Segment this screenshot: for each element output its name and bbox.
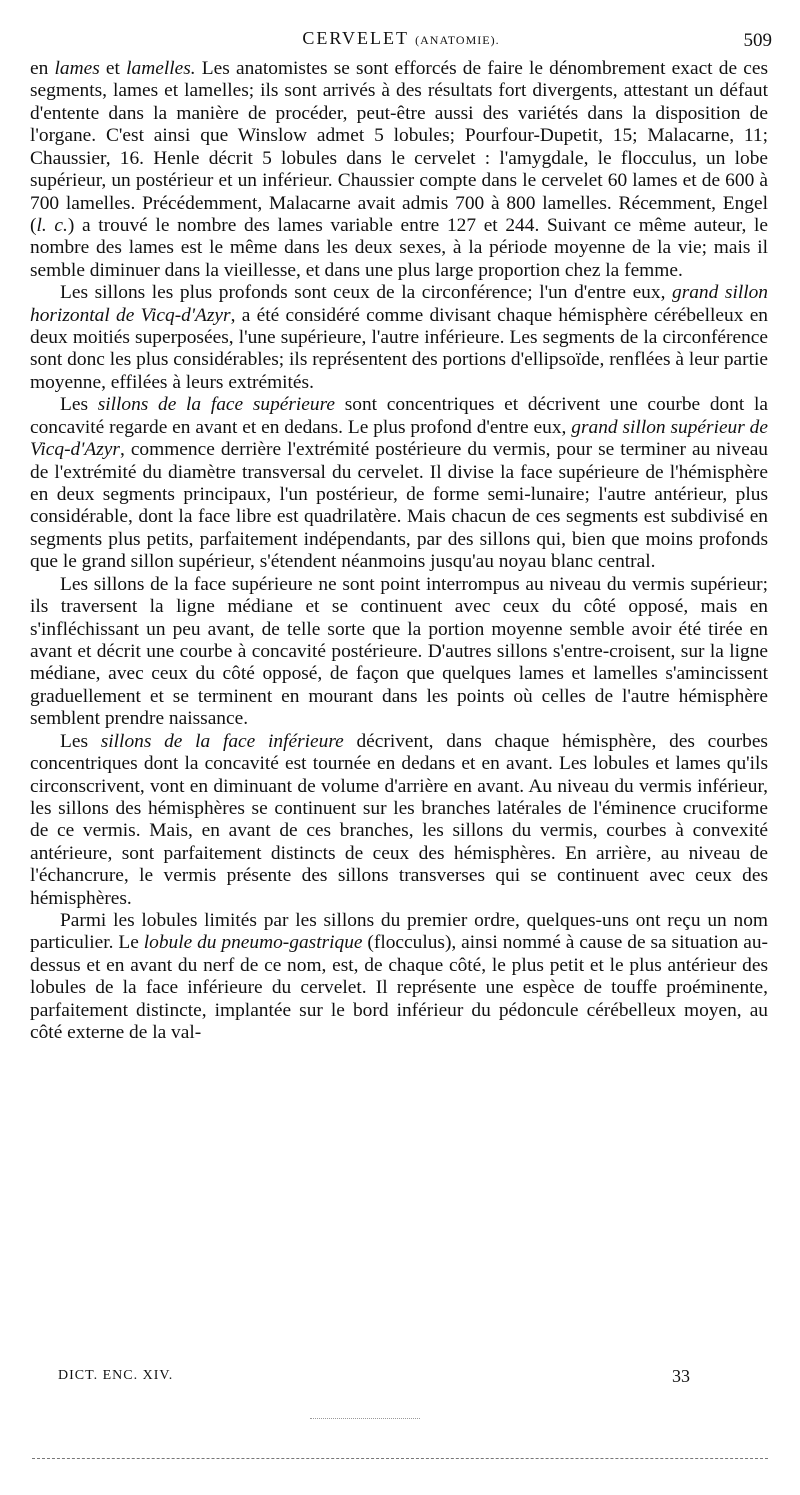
italic-text: lobule du pneumo-gastrique [143,932,363,954]
scan-artifact-dots [310,1418,420,1420]
text-run: Les [60,394,98,416]
paragraph [30,282,768,394]
italic-text: lamelles. [126,58,196,79]
paragraph [30,574,768,731]
italic-text: sillons de la face supérieure [97,394,336,416]
text-run: Parmi les lobules limités par les sillons du premier ordre, quelques-uns ont reçu un nom particulier. Le [30,910,768,954]
italic-text: grand sillon supérieur de Vicq-d'Azyr [30,416,768,461]
paragraph [30,910,768,1045]
text-run: en [30,58,55,79]
running-header [30,28,772,58]
text-run: , a été considéré comme divisant chaque hémisphère cérébelleux en deux moitiés superposées, l'une supérieure, l'autre inférieure. Les segments de la circonférence sont donc les plus considérables; ils représentent des portions d'ellipsoïde, renflées à leur partie moyenne, effilées à leurs extrémités. [30,304,768,393]
text-run: (flocculus), ainsi nommé à cause de sa situation au-dessus et en avant du nerf de ce nom, est, de chaque côté, le plus petit et le plus antérieur des lobules de la face inférieure du cervelet. Il représente une espèce de touffe proéminente, parfaitement distincte, implantée sur le bord inférieur du pédoncule cérébelleux moyen, au côté externe de la val- [30,932,768,1044]
italic-text: lames [54,58,100,79]
italic-text: l. c. [36,214,68,236]
text-run: Les sillons de la face supérieure ne sont point interrompus au niveau du vermis supérieur; ils traversent la ligne médiane et se continuent avec ceux du côté opposé, mais en s'infléchissant un peu avant, de telle sorte que la portion moyenne semble avoir été tirée en avant et décrit une courbe à concavité postérieure. D'autres sillons s'entre-croisent, sur la ligne médiane, avec ceux du côté opposé, de façon que quelques lames et lamelles s'amincissent graduellement et se terminent en mourant dans les points où celles de l'autre hémisphère semblent prendre naissance. [30,573,768,730]
text-run: ) a trouvé le nombre des lames variable entre 127 et 244. Suivant ce même auteur, le nombre des lames est le même dans les deux sexes, à la période moyenne de la vie; mais il semble diminuer dans la vieillesse, et dans une plus large proportion chez la femme. [30,214,768,281]
paragraph [30,394,768,573]
scan-artifact-line [32,1458,768,1461]
paragraph [30,58,768,282]
running-title-main: CERVELET [302,28,409,48]
running-title-paren: (ANATOMIE). [415,33,500,47]
sheet-number: 33 [672,1366,690,1386]
running-title [30,28,772,49]
text-run: sont concentriques et décrivent une courbe dont la concavité regarde en avant et en dedans. Le plus profond d'entre eux, [30,394,768,438]
italic-text: grand sillon horizontal de Vicq-d'Azyr [30,282,768,326]
signature-mark: DICT. ENC. XIV. [58,1368,174,1383]
italic-text: sillons de la face inférieure [100,730,344,752]
page-number: 509 [743,30,772,51]
text-run: Les sillons les plus profonds sont ceux de la circonférence; l'un d'entre eux, [60,282,672,304]
text-run: et [99,58,127,79]
text-run: décrivent, dans chaque hémisphère, des courbes concentriques dont la concavité est tournée en dedans et en avant. Les lobules et lames qu'ils circonscrivent, vont en diminuant de volume d'arrière en avant. Au niveau du vermis inférieur, les sillons des hémisphères se continuent sur les branches latérales de l'éminence cruciforme de ce vermis. Mais, en avant de ces branches, les sillons du vermis, courbes à convexité antérieure, sont parfaitement distincts de ceux des hémisphères. En arrière, au niveau de l'échancrure, le vermis présente des sillons transverses qui se continuent avec ceux des hémisphères. [30,730,768,909]
body-text [30,58,768,1045]
text-run: Les anatomistes se sont efforcés de faire le dénombrement exact de ces segments, lames et lamelles; ils sont arrivés à des résultats fort divergents, attestant un défaut d'entente dans la manière de procéder, peut-être aussi des variétés dans la disposition de l'organe. C'est ainsi que Winslow admet 5 lobules; Pourfour-Dupetit, 15; Malacarne, 11; Chaussier, 16. Henle décrit 5 lobules dans le cervelet : l'amygdale, le flocculus, un lobe supérieur, un postérieur et un inférieur. Chaussier compte dans le cervelet 60 lames et de 600 à 700 lamelles. Précédemment, Malacarne avait admis 700 à 800 lamelles. Récemment, Engel ( [30,58,768,236]
paragraph [30,731,768,910]
text-run: , commence derrière l'extrémité postérieure du vermis, pour se terminer au niveau de l'extrémité du diamètre transversal du cervelet. Il divise la face supérieure de l'hémisphère en deux segments principaux, l'un postérieur, de forme semi-lunaire; l'autre antérieur, plus considérable, dont la face libre est quadrilatère. Mais chacun de ces segments est subdivisé en segments plus petits, parfaitement indépendants, par des sillons qui, bien que moins profonds que le grand sillon supérieur, s'étendent néanmoins jusqu'au noyau blanc central. [30,439,768,573]
text-run: Les [60,730,101,752]
